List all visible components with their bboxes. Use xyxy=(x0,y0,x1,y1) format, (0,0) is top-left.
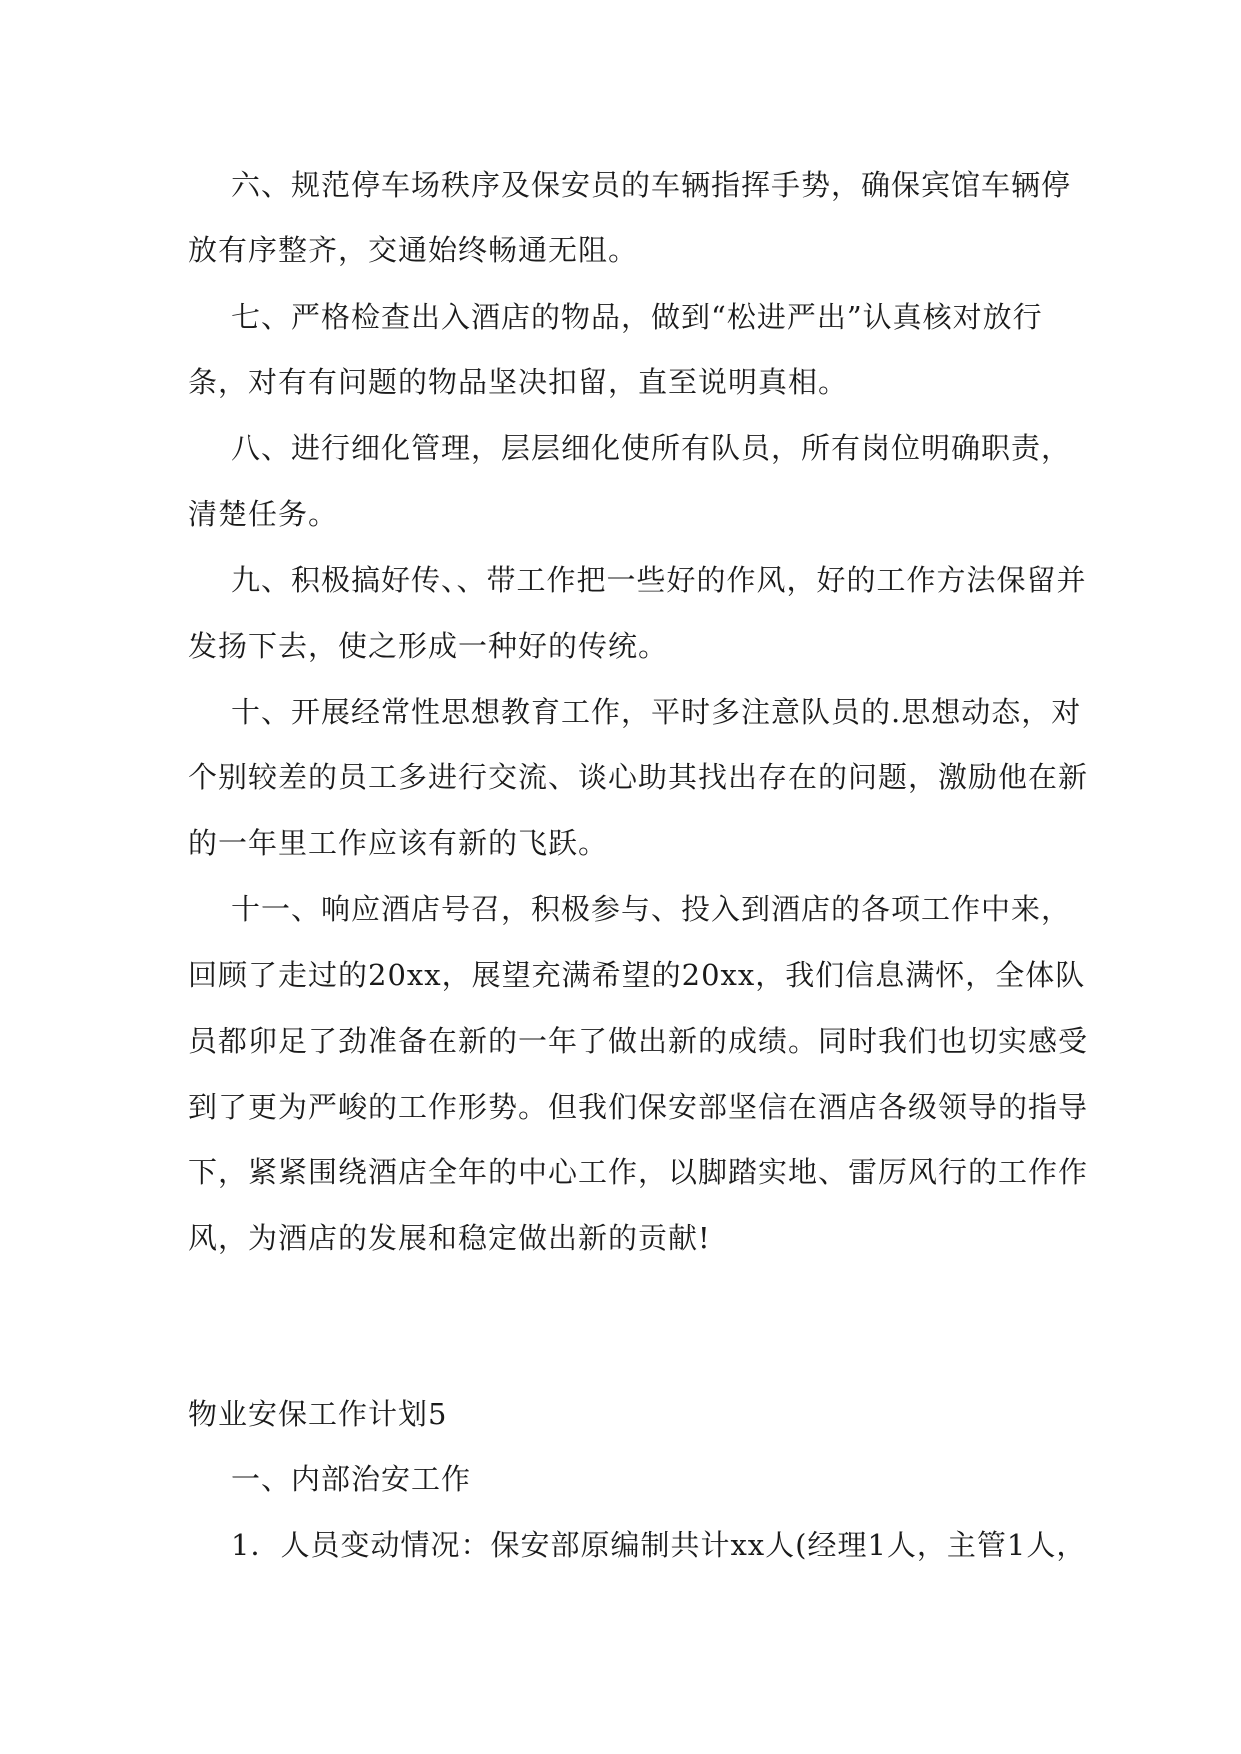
text-line: 十一、响应酒店号召，积极参与、投入到酒店的各项工作中来， xyxy=(231,892,1072,926)
text-line: 个别较差的员工多进行交流、谈心助其找出存在的问题，激励他在新 xyxy=(188,760,1089,794)
text-line: 的一年里工作应该有新的飞跃。 xyxy=(188,826,609,860)
text-line: 放有序整齐，交通始终畅通无阻。 xyxy=(188,233,639,267)
text-line: 发扬下去，使之形成一种好的传统。 xyxy=(188,629,669,663)
text-line: 条，对有有问题的物品坚决扣留，直至说明真相。 xyxy=(188,365,849,399)
text-line: 员都卯足了劲准备在新的一年了做出新的成绩。同时我们也切实感受 xyxy=(188,1024,1089,1058)
text-line: 十、开展经常性思想教育工作，平时多注意队员的.思想动态，对 xyxy=(231,695,1082,729)
text-line: 六、规范停车场秩序及保安员的车辆指挥手势，确保宾馆车辆停 xyxy=(231,168,1072,202)
text-line: 1．人员变动情况：保安部原编制共计xx人(经理1人，主管1人， xyxy=(231,1528,1087,1562)
text-line: 九、积极搞好传、、带工作把一些好的作风，好的工作方法保留并 xyxy=(231,563,1087,597)
section-heading: 一、内部治安工作 xyxy=(231,1462,472,1496)
text-line: 下，紧紧围绕酒店全年的中心工作，以脚踏实地、雷厉风行的工作作 xyxy=(188,1155,1089,1189)
text-line: 回顾了走过的20xx，展望充满希望的20xx，我们信息满怀，全体队 xyxy=(188,958,1086,992)
text-line: 八、进行细化管理，层层细化使所有队员，所有岗位明确职责， xyxy=(231,431,1072,465)
text-line: 到了更为严峻的工作形势。但我们保安部坚信在酒店各级领导的指导 xyxy=(188,1090,1089,1124)
text-line: 清楚任务。 xyxy=(188,497,339,531)
section-title: 物业安保工作计划5 xyxy=(188,1397,448,1431)
text-line: 七、严格检查出入酒店的物品，做到“松进严出”认真核对放行 xyxy=(231,300,1043,334)
text-line: 风，为酒店的发展和稳定做出新的贡献! xyxy=(188,1221,711,1255)
